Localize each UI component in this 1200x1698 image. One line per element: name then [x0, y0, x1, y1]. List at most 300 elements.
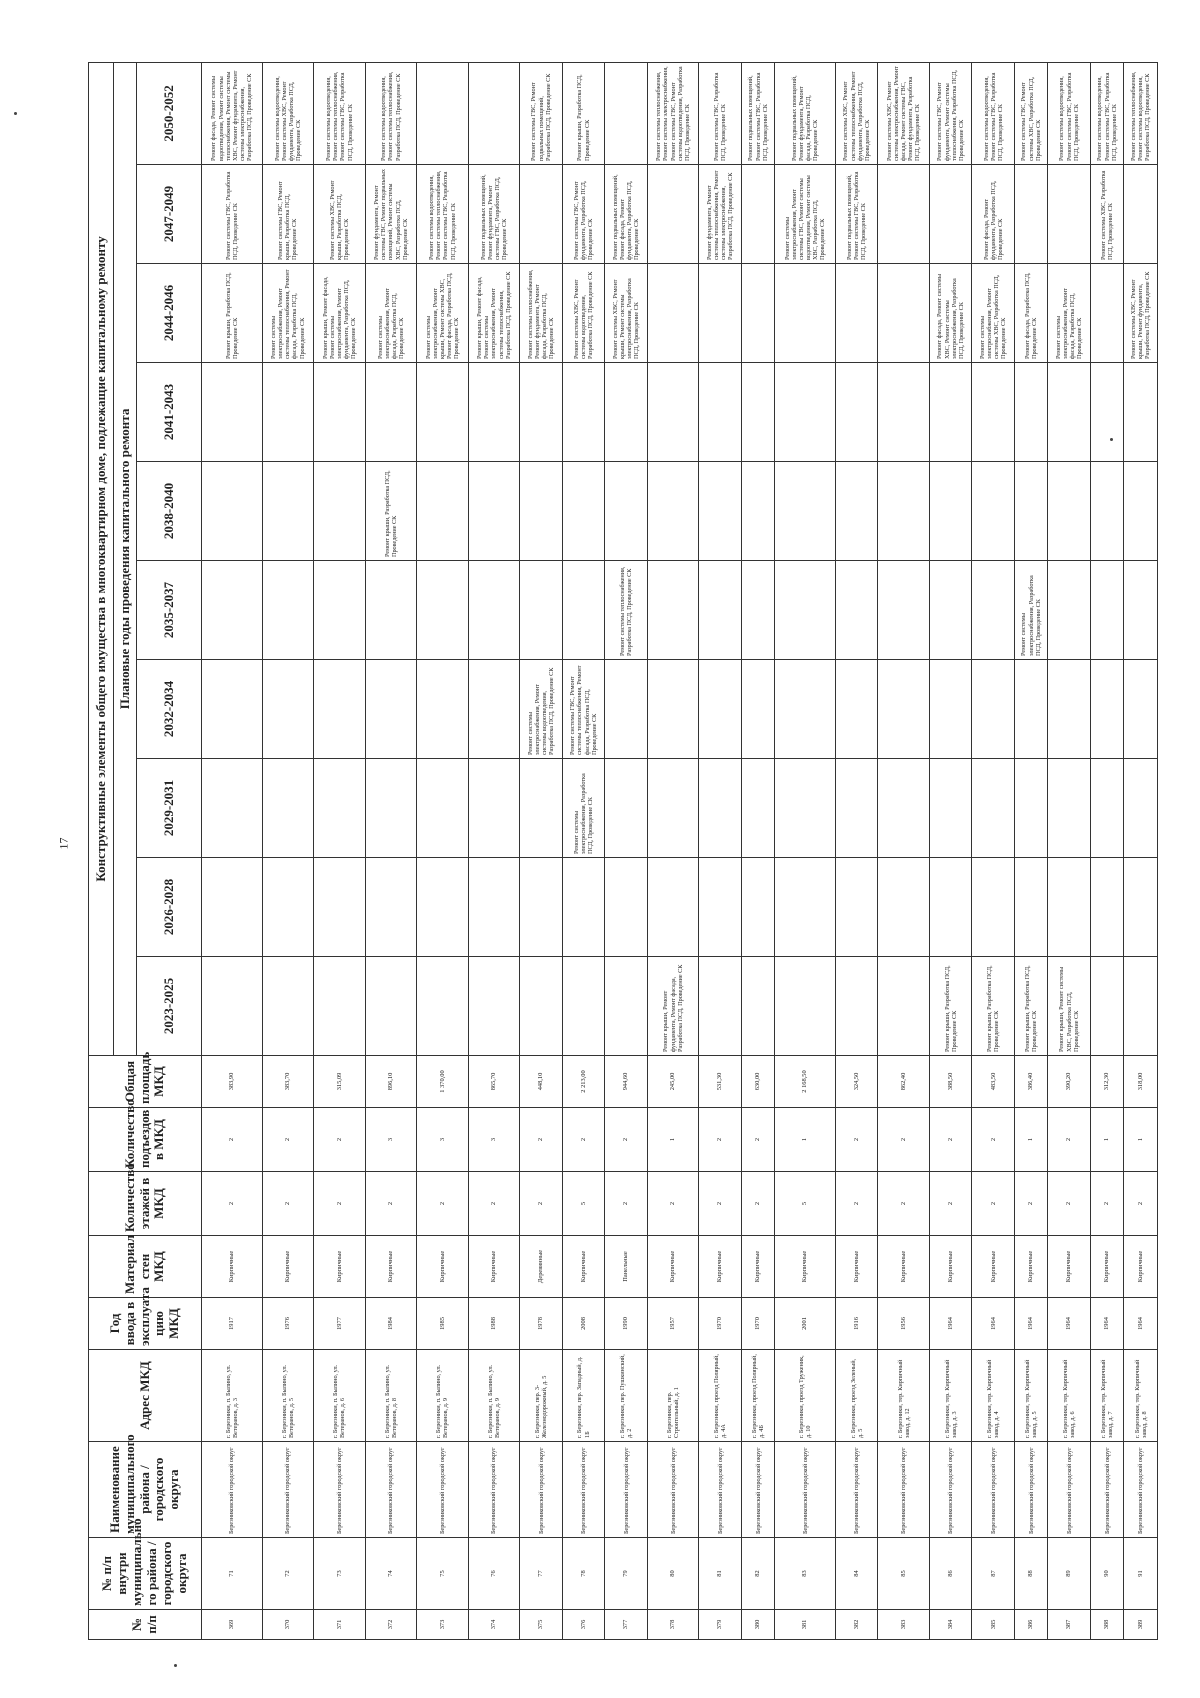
cell-area: 383,90	[202, 1056, 263, 1108]
cell-area: 1 370,00	[417, 1056, 469, 1108]
cell-period-4	[202, 561, 263, 660]
cell-period-1	[365, 858, 417, 957]
cell-district-name: Березниковский городской округ	[699, 1442, 742, 1538]
cell-period-0	[468, 957, 520, 1056]
cell-area: 388,50	[929, 1056, 972, 1108]
cell-period-3	[1090, 660, 1123, 759]
cell-period-8	[1124, 165, 1158, 264]
cell-period-4	[314, 561, 366, 660]
cell-row-number: 385	[972, 1610, 1015, 1640]
table-row	[929, 62, 972, 1639]
cell-period-1	[520, 858, 563, 957]
cell-period-9	[417, 62, 469, 164]
cell-period-0	[1124, 957, 1158, 1056]
header-area: Общая площадь МКД	[89, 1056, 202, 1108]
cell-period-1	[972, 858, 1015, 957]
cell-address: г. Березники, пер. 3-Железнодорожный, д. 5	[520, 1350, 563, 1442]
cell-floors: 5	[562, 1172, 605, 1236]
cell-address: г. Березники, тер. Кирпичный завод, д. 8	[1124, 1350, 1158, 1442]
cell-period-4: Ремонт системы теплоснабжения, Разработка ПСД, Проведение СК	[605, 561, 648, 660]
cell-period-4	[929, 561, 972, 660]
header-period-9: 2050-2052	[137, 62, 202, 164]
cell-period-9: Ремонт системы водоотведения, Ремонт системы ХВС, Ремонт фундамента, Разработка ПСД, Проведение СК	[262, 62, 314, 164]
cell-period-4	[1048, 561, 1091, 660]
cell-floors: 2	[365, 1172, 417, 1236]
cell-wall-material: Кирпичные	[202, 1236, 263, 1298]
cell-period-0	[365, 957, 417, 1056]
cell-period-7	[835, 264, 878, 363]
cell-period-4	[365, 561, 417, 660]
cell-row-number: 378	[647, 1610, 699, 1640]
cell-period-2	[262, 759, 314, 858]
capital-repair-table	[88, 62, 1158, 1640]
cell-row-number: 384	[929, 1610, 972, 1640]
cell-district-name: Березниковский городской округ	[365, 1442, 417, 1538]
cell-row-number: 371	[314, 1610, 366, 1640]
cell-entrances: 1	[1124, 1108, 1158, 1172]
cell-period-7: Ремонт системы ХВС, Ремонт крыши, Ремонт системы электроснабжения, Разработка ПСД, Проведение СК	[605, 264, 648, 363]
rotated-sheet	[88, 65, 1158, 1640]
cell-period-5	[699, 462, 742, 561]
cell-period-0	[314, 957, 366, 1056]
cell-address: г. Березники, проезд Полярный, д. 4А	[699, 1350, 742, 1442]
table-row	[775, 62, 836, 1639]
header-district: Наименование муниципального района / городского округа	[89, 1442, 202, 1538]
cell-entrances: 1	[1090, 1108, 1123, 1172]
cell-row-municipal-number: 76	[468, 1538, 520, 1610]
cell-entrances: 2	[835, 1108, 878, 1172]
cell-period-2	[878, 759, 930, 858]
table-row	[972, 62, 1015, 1639]
cell-period-5: Ремонт крыши, Разработка ПСД, Проведение СК	[365, 462, 417, 561]
cell-period-9: Ремонт крыши, Разработка ПСД, Проведение СК	[562, 62, 605, 164]
cell-year-built: 1970	[741, 1298, 774, 1350]
cell-period-2: Ремонт системы электроснабжения, Разработка ПСД, Проведение СК	[562, 759, 605, 858]
cell-period-7	[1090, 264, 1123, 363]
cell-row-number: 373	[417, 1610, 469, 1640]
cell-period-1	[878, 858, 930, 957]
cell-district-name: Березниковский городской округ	[878, 1442, 930, 1538]
cell-period-8	[741, 165, 774, 264]
cell-wall-material: Кирпичные	[417, 1236, 469, 1298]
header-period-2: 2029-2031	[137, 759, 202, 858]
table-row	[835, 62, 878, 1639]
cell-period-9: Ремонт подвальных помещений, Ремонт системы ГВС, Разработка ПСД, Проведение СК	[741, 62, 774, 164]
cell-period-8: Ремонт системы водоотведения, Ремонт системы теплоснабжения, Ремонт системы ГВС, Разработка ПСД, Проведение СК	[417, 165, 469, 264]
cell-period-2	[520, 759, 563, 858]
cell-year-built: 1964	[972, 1298, 1015, 1350]
table-row	[520, 62, 563, 1639]
cell-period-8	[520, 165, 563, 264]
cell-row-number: 380	[741, 1610, 774, 1640]
cell-period-7: Ремонт системы ХВС, Ремонт системы водоотведения, Разработка ПСД, Проведение СК	[562, 264, 605, 363]
cell-period-6	[365, 363, 417, 462]
cell-period-5	[878, 462, 930, 561]
cell-district-name: Березниковский городской округ	[202, 1442, 263, 1538]
cell-period-0	[417, 957, 469, 1056]
cell-period-4	[775, 561, 836, 660]
cell-period-7: Ремонт системы электроснабжения, Ремонт системы теплоснабжения, Ремонт фасада, Разработка ПСД, Проведение СК	[262, 264, 314, 363]
cell-period-3	[699, 660, 742, 759]
cell-district-name: Березниковский городской округ	[605, 1442, 648, 1538]
cell-period-2	[647, 759, 699, 858]
cell-period-1	[1048, 858, 1091, 957]
cell-year-built: 1985	[417, 1298, 469, 1350]
cell-district-name: Березниковский городской округ	[562, 1442, 605, 1538]
cell-period-3	[878, 660, 930, 759]
cell-year-built: 1916	[835, 1298, 878, 1350]
cell-period-8: Ремонт подвальных помещений, Ремонт фундамента, Ремонт системы ГВС, Разработка ПСД, Проведение СК	[468, 165, 520, 264]
table-row	[262, 62, 314, 1639]
cell-district-name: Березниковский городской округ	[417, 1442, 469, 1538]
cell-wall-material: Кирпичные	[647, 1236, 699, 1298]
header-period-1: 2026-2028	[137, 858, 202, 957]
cell-row-municipal-number: 82	[741, 1538, 774, 1610]
cell-period-5	[202, 462, 263, 561]
cell-period-8: Ремонт системы ГВС, Разработка ПСД, Проведение СК	[202, 165, 263, 264]
cell-period-2	[417, 759, 469, 858]
cell-period-7: Ремонт системы электроснабжения, Ремонт фасада, Разработка ПСД, Проведение СК	[1048, 264, 1091, 363]
cell-wall-material: Кирпичные	[1090, 1236, 1123, 1298]
cell-year-built: 1988	[468, 1298, 520, 1350]
cell-row-number: 381	[775, 1610, 836, 1640]
cell-row-number: 379	[699, 1610, 742, 1640]
cell-period-9: Ремонт системы ГВС, Разработка ПСД, Проведение СК	[699, 62, 742, 164]
cell-floors: 2	[699, 1172, 742, 1236]
cell-period-2	[202, 759, 263, 858]
cell-entrances: 3	[365, 1108, 417, 1172]
cell-period-1	[929, 858, 972, 957]
cell-year-built: 1964	[1048, 1298, 1091, 1350]
cell-period-4	[417, 561, 469, 660]
table-row	[647, 62, 699, 1639]
cell-period-6	[775, 363, 836, 462]
cell-period-1	[202, 858, 263, 957]
cell-address: г. Березники, тер. Кирпичный завод, д. 4	[972, 1350, 1015, 1442]
cell-district-name: Березниковский городской округ	[1014, 1442, 1047, 1538]
cell-district-name: Березниковский городской округ	[929, 1442, 972, 1538]
cell-year-built: 1957	[647, 1298, 699, 1350]
cell-period-8: Ремонт системы ГВС, Ремонт крыши, Разработка ПСД, Проведение СК	[262, 165, 314, 264]
cell-district-name: Березниковский городской округ	[835, 1442, 878, 1538]
cell-wall-material: Кирпичные	[1124, 1236, 1158, 1298]
cell-row-number: 382	[835, 1610, 878, 1640]
cell-period-0: Ремонт крыши, Разработка ПСД, Проведение СК	[972, 957, 1015, 1056]
cell-period-4	[262, 561, 314, 660]
cell-period-8: Ремонт системы ХВС, Разработка ПСД, Проведение СК	[1090, 165, 1123, 264]
cell-period-2	[775, 759, 836, 858]
cell-period-7	[647, 264, 699, 363]
cell-period-2	[314, 759, 366, 858]
cell-period-0	[262, 957, 314, 1056]
cell-period-5	[417, 462, 469, 561]
cell-wall-material: Панельные	[605, 1236, 648, 1298]
cell-entrances: 2	[972, 1108, 1015, 1172]
cell-period-7: Ремонт системы электроснабжения, Ремонт системы ХВС, Разработка ПСД, Проведение СК	[972, 264, 1015, 363]
cell-floors: 2	[1124, 1172, 1158, 1236]
cell-period-5	[775, 462, 836, 561]
cell-address: г. Березники, п. Былино, ул. Ветеранов, д. 3	[202, 1350, 263, 1442]
cell-floors: 2	[262, 1172, 314, 1236]
cell-floors: 2	[468, 1172, 520, 1236]
cell-wall-material: Кирпичные	[878, 1236, 930, 1298]
cell-period-9: Ремонт фасада, Ремонт системы водоотведения, Ремонт системы теплоснабжения, Ремонт системы ХВС, Ремонт фундамента, Ремонт системы электроснабжения, Разработка ПСД, Проведение СК	[202, 62, 263, 164]
cell-row-number: 388	[1090, 1610, 1123, 1640]
cell-period-7: Ремонт системы теплоснабжения, Ремонт фундамента, Ремонт фасада, Разработка ПСД, Проведение СК	[520, 264, 563, 363]
cell-period-2	[1048, 759, 1091, 858]
cell-wall-material: Кирпичные	[468, 1236, 520, 1298]
cell-floors: 2	[647, 1172, 699, 1236]
cell-floors: 2	[1048, 1172, 1091, 1236]
cell-area: 865,70	[468, 1056, 520, 1108]
cell-address: г. Березники, пер. Строительный, д. 1	[647, 1350, 699, 1442]
cell-period-9: Ремонт системы водоотведения, Ремонт системы теплоснабжения, Разработка ПСД, Проведение СК	[365, 62, 417, 164]
cell-period-9: Ремонт системы теплоснабжения, Ремонт системы электроснабжения, Ремонт системы ГВС, Ремонт системы водоотведения, Разработка ПСД, Проведение СК	[647, 62, 699, 164]
cell-period-2	[835, 759, 878, 858]
cell-period-8	[647, 165, 699, 264]
cell-row-municipal-number: 86	[929, 1538, 972, 1610]
cell-entrances: 2	[878, 1108, 930, 1172]
cell-row-municipal-number: 91	[1124, 1538, 1158, 1610]
table-row	[417, 62, 469, 1639]
cell-period-6	[1090, 363, 1123, 462]
cell-district-name: Березниковский городской округ	[972, 1442, 1015, 1538]
cell-row-municipal-number: 81	[699, 1538, 742, 1610]
header-year-built: Год ввода в эксплуата цию МКД	[89, 1298, 202, 1350]
cell-period-8	[1014, 165, 1047, 264]
cell-period-2	[468, 759, 520, 858]
cell-period-4	[647, 561, 699, 660]
cell-period-4	[562, 561, 605, 660]
cell-floors: 2	[417, 1172, 469, 1236]
cell-year-built: 1917	[202, 1298, 263, 1350]
cell-period-3	[365, 660, 417, 759]
cell-entrances: 2	[562, 1108, 605, 1172]
cell-period-5	[972, 462, 1015, 561]
cell-period-5	[262, 462, 314, 561]
cell-period-5	[647, 462, 699, 561]
cell-year-built: 1976	[262, 1298, 314, 1350]
header-period-5: 2038-2040	[137, 462, 202, 561]
cell-address: г. Березники, тер. Кирпичный завод, д. 3	[929, 1350, 972, 1442]
cell-entrances: 2	[1048, 1108, 1091, 1172]
table-row	[1124, 62, 1158, 1639]
cell-floors: 2	[741, 1172, 774, 1236]
cell-year-built: 1984	[365, 1298, 417, 1350]
cell-period-8: Ремонт фасада, Ремонт фундамента, Разработка ПСД, Проведение СК	[972, 165, 1015, 264]
cell-period-5	[605, 462, 648, 561]
cell-period-0	[775, 957, 836, 1056]
cell-period-6	[262, 363, 314, 462]
cell-row-number: 387	[1048, 1610, 1091, 1640]
cell-row-municipal-number: 87	[972, 1538, 1015, 1610]
cell-year-built: 1977	[314, 1298, 366, 1350]
cell-address: г. Березники, п. Былино, ул. Ветеранов, д. 9	[417, 1350, 469, 1442]
cell-row-number: 374	[468, 1610, 520, 1640]
cell-period-0	[562, 957, 605, 1056]
cell-period-4	[468, 561, 520, 660]
cell-period-5	[468, 462, 520, 561]
header-n: № п/п	[89, 1610, 202, 1640]
cell-district-name: Березниковский городской округ	[262, 1442, 314, 1538]
cell-period-8: Ремонт системы электроснабжения, Ремонт системы ГВС, Ремонт системы водоотведения, Ремонт системы ХВС, Разработка ПСД, Проведение СК	[775, 165, 836, 264]
cell-row-number: 389	[1124, 1610, 1158, 1640]
cell-row-number: 370	[262, 1610, 314, 1640]
cell-floors: 2	[1014, 1172, 1047, 1236]
cell-period-3	[468, 660, 520, 759]
cell-period-0: Ремонт крыши, Разработка ПСД, Проведение СК	[1014, 957, 1047, 1056]
cell-period-8: Ремонт фундамента, Ремонт системы теплоснабжения, Ремонт системы электроснабжения, Разработка ПСД, Проведение СК	[699, 165, 742, 264]
cell-period-7: Ремонт фасада, Ремонт системы ХВС, Ремонт системы электроснабжения, Разработка ПСД, Проведение СК	[929, 264, 972, 363]
cell-area: 862,40	[878, 1056, 930, 1108]
cell-floors: 2	[835, 1172, 878, 1236]
header-n-municipal: № п/п внутри муниципально го района / городского округа	[89, 1538, 202, 1610]
header-address: Адрес МКД	[89, 1350, 202, 1442]
cell-wall-material: Кирпичные	[262, 1236, 314, 1298]
table-row	[1090, 62, 1123, 1639]
cell-row-municipal-number: 75	[417, 1538, 469, 1610]
cell-period-9: Ремонт системы ХВС, Ремонт системы электроснабжения, Ремонт фасада, Ремонт системы ГВС, Ремонт фундамента, Разработка ПСД, Проведение СК	[878, 62, 930, 164]
cell-address: г. Березники, тер. Кирпичный завод, д. 7	[1090, 1350, 1123, 1442]
cell-row-municipal-number: 89	[1048, 1538, 1091, 1610]
cell-period-9: Ремонт системы водоотведения, Ремонт системы ГВС, Разработка ПСД, Проведение СК	[1048, 62, 1091, 164]
table-row	[699, 62, 742, 1639]
cell-period-9: Ремонт системы водоотведения, Ремонт системы ГВС, Разработка ПСД, Проведение СК	[1090, 62, 1123, 164]
table-row	[562, 62, 605, 1639]
cell-period-8: Ремонт системы ХВС, Ремонт крыши, Разработка ПСД, Проведение СК	[314, 165, 366, 264]
header-wall-material: Материал стен МКД	[89, 1236, 202, 1298]
cell-period-8	[878, 165, 930, 264]
cell-year-built: 1964	[1090, 1298, 1123, 1350]
cell-period-6	[741, 363, 774, 462]
cell-area: 896,10	[365, 1056, 417, 1108]
cell-wall-material: Кирпичные	[1048, 1236, 1091, 1298]
cell-area: 390,20	[1048, 1056, 1091, 1108]
cell-period-9: Ремонт системы теплоснабжения, Ремонт системы водоотведения, Разработка ПСД, Проведение СК	[1124, 62, 1158, 164]
cell-period-3: Ремонт системы ГВС, Ремонт системы теплоснабжения, Ремонт фасада, Разработка ПСД, Проведение СК	[562, 660, 605, 759]
cell-period-3	[972, 660, 1015, 759]
cell-period-0	[741, 957, 774, 1056]
cell-period-1	[605, 858, 648, 957]
cell-wall-material: Деревянные	[520, 1236, 563, 1298]
cell-floors: 2	[972, 1172, 1015, 1236]
cell-period-3	[741, 660, 774, 759]
cell-entrances: 2	[929, 1108, 972, 1172]
cell-period-8	[1048, 165, 1091, 264]
scan-speck	[14, 112, 17, 115]
cell-wall-material: Кирпичные	[1014, 1236, 1047, 1298]
cell-period-3	[605, 660, 648, 759]
cell-floors: 2	[929, 1172, 972, 1236]
cell-row-municipal-number: 71	[202, 1538, 263, 1610]
cell-year-built: 1956	[878, 1298, 930, 1350]
cell-floors: 5	[775, 1172, 836, 1236]
cell-period-9: Ремонт системы водоотведения, Ремонт системы ГВС, Разработка ПСД, Проведение СК	[972, 62, 1015, 164]
cell-period-7: Ремонт системы электроснабжения, Ремонт фасада, Разработка ПСД, Проведение СК	[365, 264, 417, 363]
cell-district-name: Березниковский городской округ	[520, 1442, 563, 1538]
cell-period-9: Ремонт системы водоотведения, Ремонт системы теплоснабжения, Ремонт системы ГВС, Разработка ПСД, Проведение СК	[314, 62, 366, 164]
cell-period-4	[520, 561, 563, 660]
cell-period-5	[1124, 462, 1158, 561]
cell-period-9: Ремонт подвальных помещений, Ремонт фундамента, Ремонт фасада, Разработка ПСД, Проведение СК	[775, 62, 836, 164]
table-row	[202, 62, 263, 1639]
table-row	[1048, 62, 1091, 1639]
cell-period-6	[520, 363, 563, 462]
cell-area: 483,50	[972, 1056, 1015, 1108]
cell-period-5	[835, 462, 878, 561]
cell-period-7: Ремонт крыши, Ремонт фасада, Ремонт системы электроснабжения, Ремонт фундамента, Разработка ПСД, Проведение СК	[314, 264, 366, 363]
cell-period-7: Ремонт фасада, Разработка ПСД, Проведение СК	[1014, 264, 1047, 363]
header-period-7: 2044-2046	[137, 264, 202, 363]
cell-period-6	[647, 363, 699, 462]
cell-area: 324,50	[835, 1056, 878, 1108]
cell-entrances: 2	[202, 1108, 263, 1172]
cell-period-0	[520, 957, 563, 1056]
cell-area: 312,30	[1090, 1056, 1123, 1108]
cell-area: 386,40	[1014, 1056, 1047, 1108]
header-period-3: 2032-2034	[137, 660, 202, 759]
cell-period-9: Ремонт системы ГВС, Ремонт подвальных помещений, Разработка ПСД, Проведение СК	[520, 62, 563, 164]
cell-year-built: 1978	[520, 1298, 563, 1350]
table-row	[605, 62, 648, 1639]
cell-period-4	[878, 561, 930, 660]
cell-address: г. Березники, п. Былино, ул. Ветеранов, д. 8	[365, 1350, 417, 1442]
cell-period-3	[1014, 660, 1047, 759]
cell-area: 245,00	[647, 1056, 699, 1108]
cell-area: 531,30	[699, 1056, 742, 1108]
cell-floors: 2	[202, 1172, 263, 1236]
cell-period-6	[835, 363, 878, 462]
cell-period-6	[929, 363, 972, 462]
cell-period-2	[699, 759, 742, 858]
cell-period-3	[262, 660, 314, 759]
cell-floors: 2	[314, 1172, 366, 1236]
cell-period-7: Ремонт системы электроснабжения, Ремонт крыши, Ремонт системы ХВС, Ремонт фасада, Разработка ПСД, Проведение СК	[417, 264, 469, 363]
cell-period-3	[929, 660, 972, 759]
cell-period-2	[365, 759, 417, 858]
cell-entrances: 2	[741, 1108, 774, 1172]
cell-period-8: Ремонт подвальных помещений, Ремонт системы ГВС, Разработка ПСД, Проведение СК	[835, 165, 878, 264]
table-row	[878, 62, 930, 1639]
cell-address: г. Березники, проезд Зеленый, д. 5	[835, 1350, 878, 1442]
cell-address: г. Березники, проезд Труженик, д. 10	[775, 1350, 836, 1442]
cell-period-1	[262, 858, 314, 957]
cell-period-1	[562, 858, 605, 957]
table-row	[741, 62, 774, 1639]
cell-period-1	[1090, 858, 1123, 957]
cell-period-1	[647, 858, 699, 957]
cell-address: г. Березники, п. Былино, ул. Ветеранов, д. 6	[314, 1350, 366, 1442]
cell-period-8: Ремонт подвальных помещений, Ремонт фасада, Ремонт фундамента, Разработка ПСД, Проведение СК	[605, 165, 648, 264]
cell-period-4	[972, 561, 1015, 660]
cell-period-0	[605, 957, 648, 1056]
cell-period-8: Ремонт фундамента, Ремонт системы ГВС, Ремонт подвальных помещений, Ремонт системы ХВС, Разработка ПСД, Проведение СК	[365, 165, 417, 264]
cell-period-1	[699, 858, 742, 957]
cell-year-built: 2001	[775, 1298, 836, 1350]
cell-period-3	[417, 660, 469, 759]
cell-period-7	[741, 264, 774, 363]
cell-district-name: Березниковский городской округ	[1048, 1442, 1091, 1538]
header-period-0: 2023-2025	[137, 957, 202, 1056]
header-elements-group: Конструктивные элементы общего имущества в многоквартирном доме, подлежащие капитальному ремонту	[89, 62, 114, 1055]
cell-entrances: 1	[775, 1108, 836, 1172]
cell-year-built: 1964	[1014, 1298, 1047, 1350]
cell-period-2	[605, 759, 648, 858]
cell-period-2	[741, 759, 774, 858]
cell-period-5	[929, 462, 972, 561]
cell-period-0	[699, 957, 742, 1056]
cell-period-8: Ремонт системы ГВС, Ремонт фундамента, Разработка ПСД, Проведение СК	[562, 165, 605, 264]
